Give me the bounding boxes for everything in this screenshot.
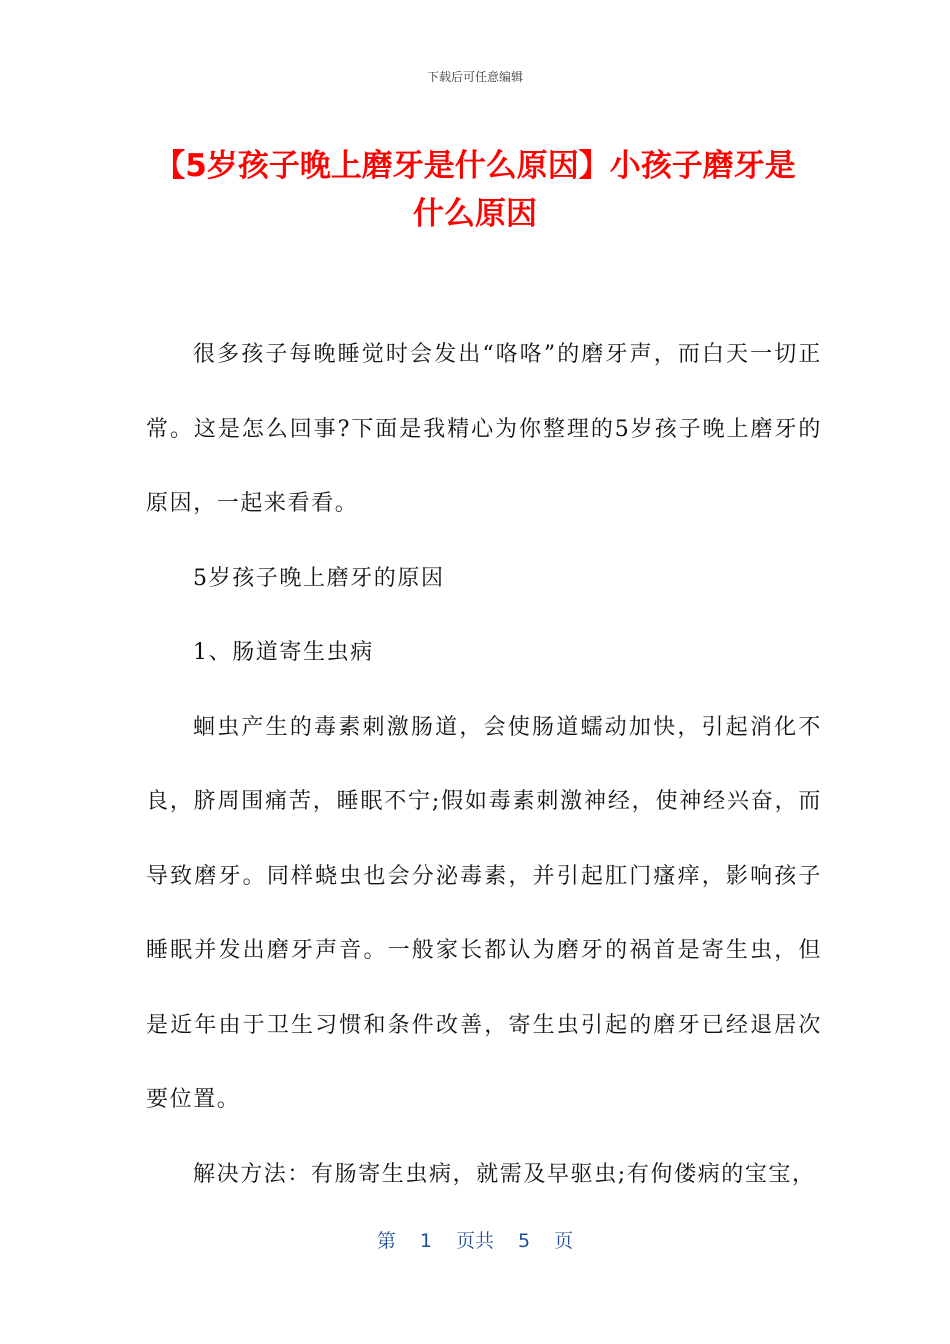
page-footer xyxy=(0,1226,950,1253)
footer-page-suffix: 页 xyxy=(554,1230,574,1252)
document-body xyxy=(146,318,822,1212)
document-title: 【5岁孩子晚上磨牙是什么原因】小孩子磨牙是什么原因 xyxy=(154,148,796,232)
paragraph-solution: 解决方法：有肠寄生虫病，就需及早驱虫;有佝偻病的宝宝， xyxy=(193,1161,816,1187)
footer-page-number: 1 xyxy=(419,1230,432,1252)
subsection-heading: 1、肠道寄生虫病 xyxy=(193,640,374,665)
footer-page-middle: 页共 xyxy=(455,1230,494,1252)
paragraph-parasites: 蛔虫产生的毒素刺激肠道，会使肠道蠕动加快，引起消化不良，脐周围痛苦，睡眠不宁;假如毒素刺激神经，使神经兴奋，而导致磨牙。同样蛲虫也会分泌毒素，并引起肛门瘙痒，影响孩子睡眠并发出磨牙声音。一般家长都认为磨牙的祸首是寄生虫，但是近年由于卫生习惯和条件改善，寄生虫引起的磨牙已经退居次要位置。 xyxy=(146,714,822,1112)
header-note: 下载后可任意编辑 xyxy=(426,70,523,84)
footer-page-prefix: 第 xyxy=(376,1230,396,1252)
paragraph-intro: 很多孩子每晚睡觉时会发出“咯咯”的磨牙声，而白天一切正常。这是怎么回事?下面是我精心为你整理的5岁孩子晚上磨牙的原因，一起来看看。 xyxy=(146,342,822,516)
section-heading: 5岁孩子晚上磨牙的原因 xyxy=(193,565,445,591)
footer-total-pages: 5 xyxy=(518,1230,531,1252)
